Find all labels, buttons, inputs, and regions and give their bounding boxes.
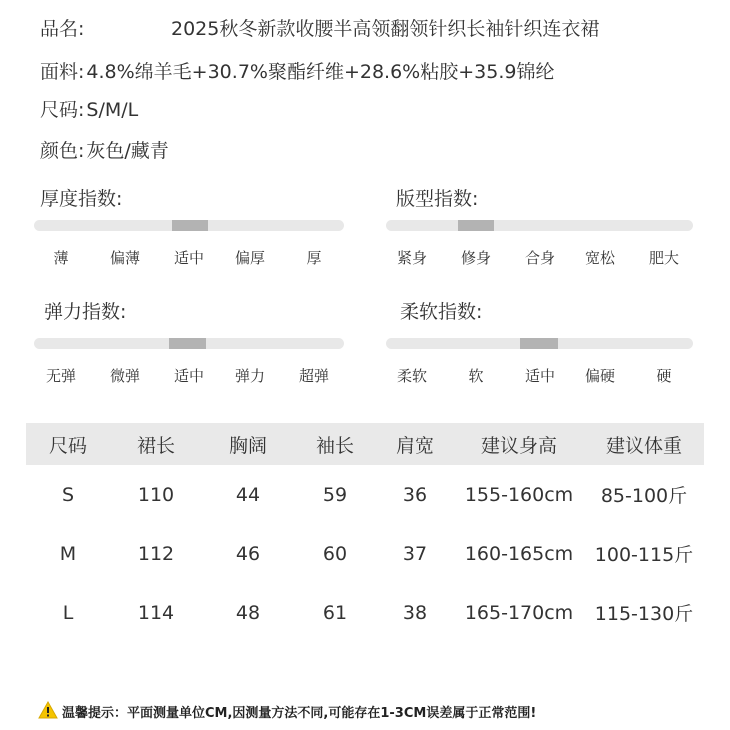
table-header-cell: 肩宽 [376, 423, 454, 465]
thickness-option: 薄 [53, 249, 69, 267]
fabric-value: 4.8%绵羊毛+30.7%聚酯纤维+28.6%粘胶+35.9锦纶 [86, 61, 555, 83]
product-name-row [40, 14, 86, 41]
table-cell: 36 [402, 483, 428, 506]
table-header-cell: 建议体重 [584, 423, 704, 465]
table-cell: 85-100斤 [600, 485, 688, 507]
table-row [26, 583, 704, 642]
fit-option: 宽松 [584, 249, 616, 267]
table-header-cell: 裙长 [110, 423, 202, 465]
table-cell: 46 [235, 542, 261, 565]
table-cell: 37 [402, 542, 428, 565]
softness-option: 软 [468, 367, 484, 385]
elasticity-index-track [34, 338, 344, 349]
table-cell: 115-130斤 [594, 603, 694, 625]
thickness-index-track [34, 220, 344, 231]
fabric-label: 面料: [40, 61, 85, 83]
thickness-option: 厚 [306, 249, 322, 267]
thickness-option: 偏厚 [234, 249, 266, 267]
table-header-cell: 袖长 [294, 423, 376, 465]
table-cell: 48 [235, 601, 261, 624]
table-cell: 112 [137, 542, 175, 565]
table-header-cell: 胸阔 [202, 423, 294, 465]
table-cell: 100-115斤 [594, 544, 694, 566]
size-label: 尺码: [40, 99, 85, 121]
elasticity-option: 微弹 [109, 367, 141, 385]
fit-option: 修身 [460, 249, 492, 267]
elasticity-index-marker [169, 338, 206, 349]
measurement-tip: 温馨提示：平面测量单位CM,因测量方法不同,可能存在1-3CM误差属于正常范围! [62, 706, 537, 721]
fit-option: 肥大 [648, 249, 680, 267]
size-table-header-row [26, 423, 704, 465]
fit-index-track [386, 220, 693, 231]
softness-option: 适中 [524, 367, 556, 385]
fit-index-marker [458, 220, 494, 231]
table-header-cell: 建议身高 [454, 423, 584, 465]
table-cell: 160-165cm [464, 542, 574, 565]
elasticity-option: 无弹 [45, 367, 77, 385]
table-cell: L [62, 601, 74, 624]
softness-index-track [386, 338, 693, 349]
product-name-label: 品名: [40, 18, 85, 40]
table-header-cell: 尺码 [26, 423, 110, 465]
size-value: S/M/L [86, 99, 139, 121]
fit-option: 紧身 [396, 249, 428, 267]
thickness-option: 适中 [173, 249, 205, 267]
table-cell: 155-160cm [464, 483, 574, 506]
table-row [26, 465, 704, 524]
elasticity-option: 适中 [173, 367, 205, 385]
table-cell: 61 [322, 601, 348, 624]
table-cell: 114 [137, 601, 175, 624]
softness-index-title: 柔软指数: [400, 301, 483, 323]
fit-option: 合身 [524, 249, 556, 267]
color-value: 灰色/藏青 [86, 140, 169, 162]
table-cell: 60 [322, 542, 348, 565]
color-label: 颜色: [40, 140, 85, 162]
softness-option: 硬 [656, 367, 672, 385]
thickness-option: 偏薄 [109, 249, 141, 267]
table-cell: 59 [322, 483, 348, 506]
elasticity-option: 超弹 [298, 367, 330, 385]
elasticity-option: 弹力 [234, 367, 266, 385]
table-cell: S [61, 483, 75, 506]
product-name-value: 2025秋冬新款收腰半高领翻领针织长袖针织连衣裙 [171, 18, 600, 40]
table-row [26, 524, 704, 583]
softness-index-marker [520, 338, 558, 349]
table-cell: M [59, 542, 77, 565]
table-cell: 165-170cm [464, 601, 574, 624]
table-cell: 38 [402, 601, 428, 624]
warning-icon [38, 701, 58, 719]
softness-option: 偏硬 [584, 367, 616, 385]
thickness-index-title: 厚度指数: [40, 188, 123, 210]
table-cell: 110 [137, 483, 175, 506]
softness-option: 柔软 [396, 367, 428, 385]
color-row [40, 136, 169, 163]
elasticity-index-title: 弹力指数: [44, 301, 127, 323]
table-cell: 44 [235, 483, 261, 506]
size-row [40, 95, 138, 122]
fit-index-title: 版型指数: [396, 188, 479, 210]
size-table [26, 423, 704, 642]
fabric-row [40, 57, 554, 84]
thickness-index-marker [172, 220, 208, 231]
